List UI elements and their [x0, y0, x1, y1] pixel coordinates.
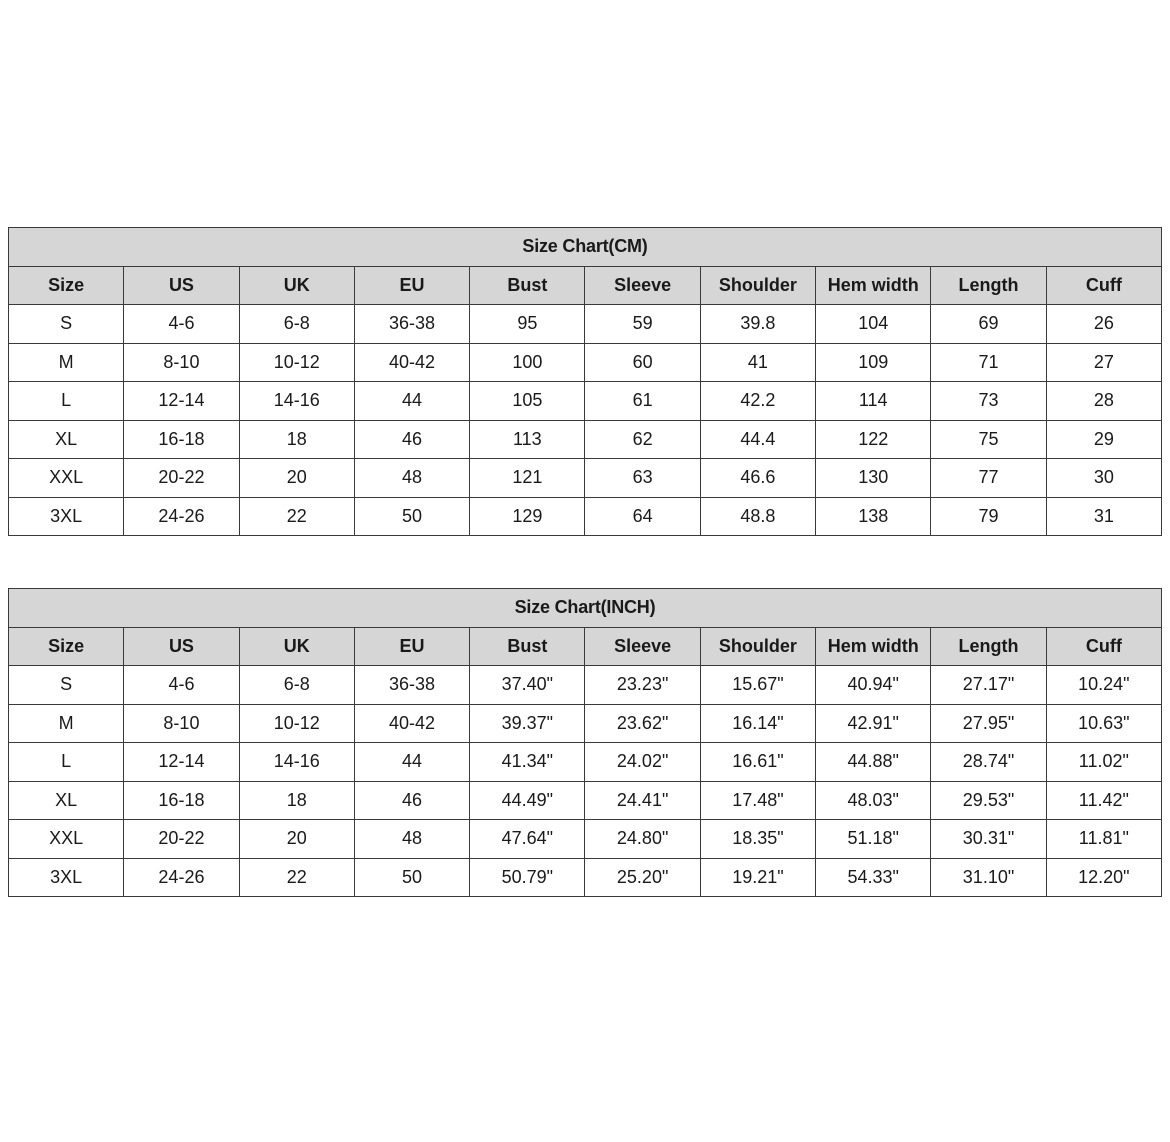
table-cell-bust: 129	[470, 497, 585, 536]
header-row	[9, 266, 1162, 305]
table-cell-sleeve: 63	[585, 459, 700, 498]
column-header-bust: Bust	[470, 627, 585, 666]
column-header-length: Length	[931, 627, 1046, 666]
table-cell-hem-width: 44.88"	[816, 743, 931, 782]
table-cell-eu: 48	[354, 820, 469, 859]
table-row	[9, 820, 1162, 859]
table-cell-hem-width: 40.94"	[816, 666, 931, 705]
table-cell-sleeve: 23.62"	[585, 704, 700, 743]
table-cell-size: XXL	[9, 820, 124, 859]
table-cell-hem-width: 48.03"	[816, 781, 931, 820]
column-header-uk: UK	[239, 627, 354, 666]
table-cell-length: 28.74"	[931, 743, 1046, 782]
table-cell-hem-width: 104	[816, 305, 931, 344]
table-cell-eu: 46	[354, 420, 469, 459]
table-cell-cuff: 28	[1046, 382, 1161, 421]
table-cell-eu: 36-38	[354, 666, 469, 705]
table-cell-cuff: 30	[1046, 459, 1161, 498]
column-header-eu: EU	[354, 266, 469, 305]
table-cell-bust: 95	[470, 305, 585, 344]
table-cell-sleeve: 25.20"	[585, 858, 700, 897]
column-header-eu: EU	[354, 627, 469, 666]
table-cell-uk: 14-16	[239, 382, 354, 421]
column-header-cuff: Cuff	[1046, 266, 1161, 305]
table-cell-size: S	[9, 666, 124, 705]
table-cell-eu: 50	[354, 858, 469, 897]
column-header-shoulder: Shoulder	[700, 266, 815, 305]
size-chart-cm-table	[8, 227, 1162, 536]
table-cell-size: M	[9, 704, 124, 743]
table-cell-eu: 36-38	[354, 305, 469, 344]
column-header-shoulder: Shoulder	[700, 627, 815, 666]
table-cell-us: 4-6	[124, 305, 239, 344]
table-cell-size: XL	[9, 420, 124, 459]
column-header-sleeve: Sleeve	[585, 266, 700, 305]
table-cell-uk: 14-16	[239, 743, 354, 782]
table-cell-us: 12-14	[124, 743, 239, 782]
column-header-cuff: Cuff	[1046, 627, 1161, 666]
table-cell-eu: 50	[354, 497, 469, 536]
table-cell-eu: 44	[354, 743, 469, 782]
chart-title: Size Chart(INCH)	[9, 589, 1162, 628]
table-body	[9, 305, 1162, 536]
table-cell-bust: 113	[470, 420, 585, 459]
table-cell-cuff: 10.63"	[1046, 704, 1161, 743]
table-row	[9, 343, 1162, 382]
table-cell-shoulder: 44.4	[700, 420, 815, 459]
column-header-hem-width: Hem width	[816, 266, 931, 305]
table-cell-shoulder: 41	[700, 343, 815, 382]
column-header-hem-width: Hem width	[816, 627, 931, 666]
table-cell-bust: 47.64"	[470, 820, 585, 859]
table-cell-sleeve: 23.23"	[585, 666, 700, 705]
table-cell-us: 24-26	[124, 497, 239, 536]
table-cell-hem-width: 114	[816, 382, 931, 421]
table-cell-cuff: 11.42"	[1046, 781, 1161, 820]
table-cell-size: S	[9, 305, 124, 344]
table-cell-us: 16-18	[124, 420, 239, 459]
table-cell-uk: 20	[239, 820, 354, 859]
table-cell-hem-width: 122	[816, 420, 931, 459]
table-cell-length: 71	[931, 343, 1046, 382]
table-cell-bust: 105	[470, 382, 585, 421]
table-cell-hem-width: 54.33"	[816, 858, 931, 897]
table-cell-length: 27.17"	[931, 666, 1046, 705]
table-cell-cuff: 10.24"	[1046, 666, 1161, 705]
table-row	[9, 382, 1162, 421]
table-cell-cuff: 11.81"	[1046, 820, 1161, 859]
table-cell-shoulder: 17.48"	[700, 781, 815, 820]
table-cell-length: 69	[931, 305, 1046, 344]
table-cell-sleeve: 64	[585, 497, 700, 536]
table-cell-size: XXL	[9, 459, 124, 498]
chart-title: Size Chart(CM)	[9, 228, 1162, 267]
table-cell-us: 24-26	[124, 858, 239, 897]
table-cell-eu: 46	[354, 781, 469, 820]
table-row	[9, 497, 1162, 536]
table-cell-us: 4-6	[124, 666, 239, 705]
column-header-us: US	[124, 266, 239, 305]
table-row	[9, 743, 1162, 782]
table-row	[9, 420, 1162, 459]
table-cell-shoulder: 39.8	[700, 305, 815, 344]
table-cell-length: 75	[931, 420, 1046, 459]
table-body	[9, 666, 1162, 897]
table-cell-hem-width: 51.18"	[816, 820, 931, 859]
column-header-sleeve: Sleeve	[585, 627, 700, 666]
table-cell-length: 30.31"	[931, 820, 1046, 859]
header-row	[9, 627, 1162, 666]
table-cell-us: 12-14	[124, 382, 239, 421]
table-cell-shoulder: 16.61"	[700, 743, 815, 782]
table-cell-size: L	[9, 743, 124, 782]
table-cell-cuff: 26	[1046, 305, 1161, 344]
table-cell-hem-width: 42.91"	[816, 704, 931, 743]
table-cell-sleeve: 24.02"	[585, 743, 700, 782]
table-cell-hem-width: 109	[816, 343, 931, 382]
table-cell-eu: 40-42	[354, 343, 469, 382]
table-cell-sleeve: 61	[585, 382, 700, 421]
table-cell-bust: 121	[470, 459, 585, 498]
table-cell-shoulder: 15.67"	[700, 666, 815, 705]
table-cell-length: 29.53"	[931, 781, 1046, 820]
table-row	[9, 305, 1162, 344]
table-cell-bust: 100	[470, 343, 585, 382]
size-chart-inch-table	[8, 588, 1162, 897]
table-cell-shoulder: 19.21"	[700, 858, 815, 897]
table-cell-sleeve: 59	[585, 305, 700, 344]
table-cell-bust: 50.79"	[470, 858, 585, 897]
table-cell-shoulder: 48.8	[700, 497, 815, 536]
table-cell-size: 3XL	[9, 858, 124, 897]
column-header-us: US	[124, 627, 239, 666]
table-cell-length: 31.10"	[931, 858, 1046, 897]
table-cell-us: 16-18	[124, 781, 239, 820]
column-header-uk: UK	[239, 266, 354, 305]
title-row	[9, 228, 1162, 267]
table-cell-cuff: 12.20"	[1046, 858, 1161, 897]
table-cell-uk: 18	[239, 781, 354, 820]
table-cell-cuff: 29	[1046, 420, 1161, 459]
table-cell-uk: 20	[239, 459, 354, 498]
table-cell-bust: 39.37"	[470, 704, 585, 743]
table-cell-uk: 10-12	[239, 343, 354, 382]
table-cell-uk: 18	[239, 420, 354, 459]
table-cell-eu: 40-42	[354, 704, 469, 743]
title-row	[9, 589, 1162, 628]
column-header-bust: Bust	[470, 266, 585, 305]
table-cell-hem-width: 130	[816, 459, 931, 498]
table-cell-hem-width: 138	[816, 497, 931, 536]
table-cell-size: L	[9, 382, 124, 421]
table-row	[9, 704, 1162, 743]
table-cell-sleeve: 24.41"	[585, 781, 700, 820]
table-row	[9, 459, 1162, 498]
table-cell-shoulder: 16.14"	[700, 704, 815, 743]
table-cell-eu: 48	[354, 459, 469, 498]
table-cell-uk: 10-12	[239, 704, 354, 743]
table-cell-cuff: 27	[1046, 343, 1161, 382]
table-cell-length: 79	[931, 497, 1046, 536]
table-cell-cuff: 11.02"	[1046, 743, 1161, 782]
table-cell-us: 20-22	[124, 820, 239, 859]
table-cell-sleeve: 60	[585, 343, 700, 382]
table-cell-shoulder: 46.6	[700, 459, 815, 498]
table-cell-uk: 6-8	[239, 666, 354, 705]
table-cell-sleeve: 24.80"	[585, 820, 700, 859]
table-cell-uk: 22	[239, 497, 354, 536]
table-cell-uk: 22	[239, 858, 354, 897]
table-cell-size: M	[9, 343, 124, 382]
table-cell-uk: 6-8	[239, 305, 354, 344]
table-cell-us: 8-10	[124, 704, 239, 743]
table-row	[9, 858, 1162, 897]
table-row	[9, 781, 1162, 820]
table-cell-bust: 44.49"	[470, 781, 585, 820]
table-cell-shoulder: 42.2	[700, 382, 815, 421]
table-cell-bust: 41.34"	[470, 743, 585, 782]
column-header-size: Size	[9, 627, 124, 666]
table-cell-shoulder: 18.35"	[700, 820, 815, 859]
table-cell-us: 20-22	[124, 459, 239, 498]
table-cell-bust: 37.40"	[470, 666, 585, 705]
table-cell-us: 8-10	[124, 343, 239, 382]
table-row	[9, 666, 1162, 705]
table-cell-size: 3XL	[9, 497, 124, 536]
table-cell-sleeve: 62	[585, 420, 700, 459]
table-cell-eu: 44	[354, 382, 469, 421]
table-cell-length: 73	[931, 382, 1046, 421]
column-header-size: Size	[9, 266, 124, 305]
table-cell-length: 77	[931, 459, 1046, 498]
table-cell-length: 27.95"	[931, 704, 1046, 743]
column-header-length: Length	[931, 266, 1046, 305]
table-cell-size: XL	[9, 781, 124, 820]
table-cell-cuff: 31	[1046, 497, 1161, 536]
